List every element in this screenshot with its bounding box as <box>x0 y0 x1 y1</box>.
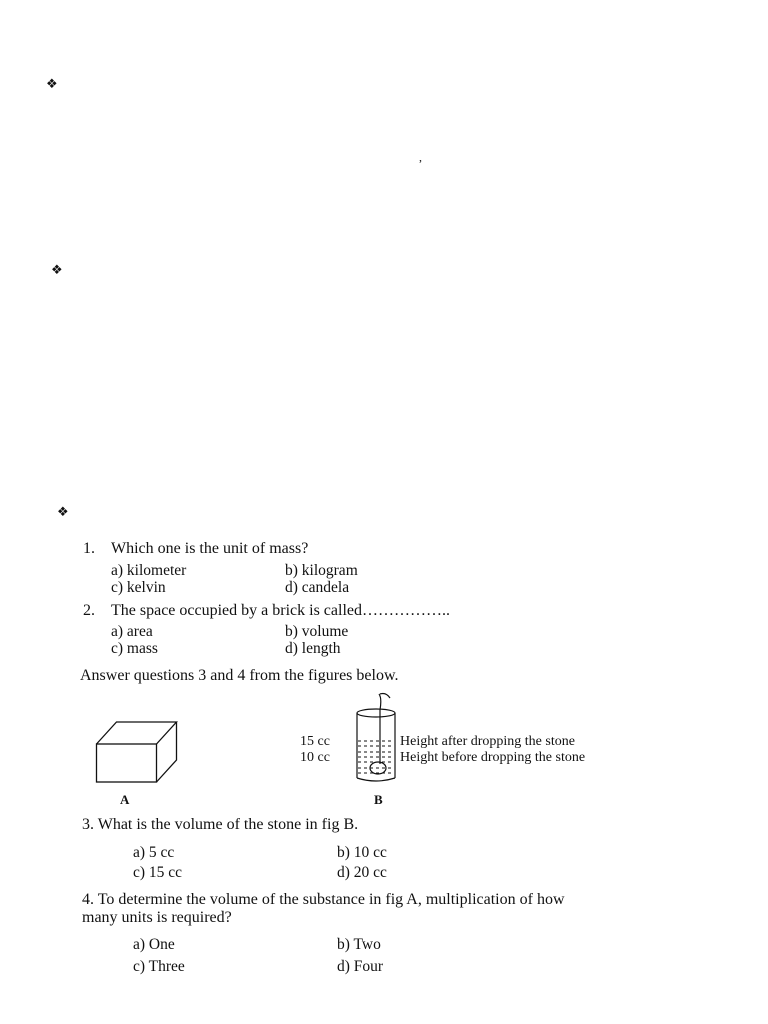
q2-text: The space occupied by a brick is called…………….. <box>111 602 450 619</box>
q4-text-line1: 4. To determine the volume of the substance in fig A, multiplication of how <box>82 891 565 908</box>
q1-option-b: b) kilogram <box>285 562 358 579</box>
q1-option-d: d) candela <box>285 579 350 596</box>
q1-text: Which one is the unit of mass? <box>111 540 309 557</box>
figure-b-label: B <box>374 792 383 807</box>
q1-option-c: c) kelvin <box>111 579 166 596</box>
q3-option-d: d) 20 cc <box>337 864 387 881</box>
q2-option-a: a) area <box>111 623 153 640</box>
q4-option-d: d) Four <box>337 958 384 975</box>
q4-option-b: b) Two <box>337 936 381 953</box>
figure-a-label: A <box>120 792 130 807</box>
q3-text: 3. What is the volume of the stone in fig B. <box>82 816 359 833</box>
q4-option-a: a) One <box>133 936 175 953</box>
q1-number: 1. <box>83 540 95 557</box>
q2-option-d: d) length <box>285 640 341 657</box>
q4-option-c: c) Three <box>133 958 185 975</box>
reading-low: 10 cc <box>300 750 330 765</box>
bullet-marker: ❖ <box>51 263 63 278</box>
instruction-text: Answer questions 3 and 4 from the figures below. <box>80 667 399 684</box>
reading-high: 15 cc <box>300 734 330 749</box>
bullet-marker: ❖ <box>57 505 69 520</box>
figure-a-cuboid <box>92 716 182 786</box>
q3-option-a: a) 5 cc <box>133 844 175 861</box>
note-before: Height before dropping the stone <box>400 750 586 765</box>
q2-option-b: b) volume <box>285 623 349 640</box>
q1-option-a: a) kilometer <box>111 562 187 579</box>
q4-text-line2: many units is required? <box>82 909 232 926</box>
q3-option-c: c) 15 cc <box>133 864 183 881</box>
bullet-marker: ❖ <box>46 77 58 92</box>
q2-number: 2. <box>83 602 95 619</box>
q2-option-c: c) mass <box>111 640 158 657</box>
note-after: Height after dropping the stone <box>400 734 575 749</box>
q3-option-b: b) 10 cc <box>337 844 387 861</box>
stray-mark: , <box>419 150 422 164</box>
